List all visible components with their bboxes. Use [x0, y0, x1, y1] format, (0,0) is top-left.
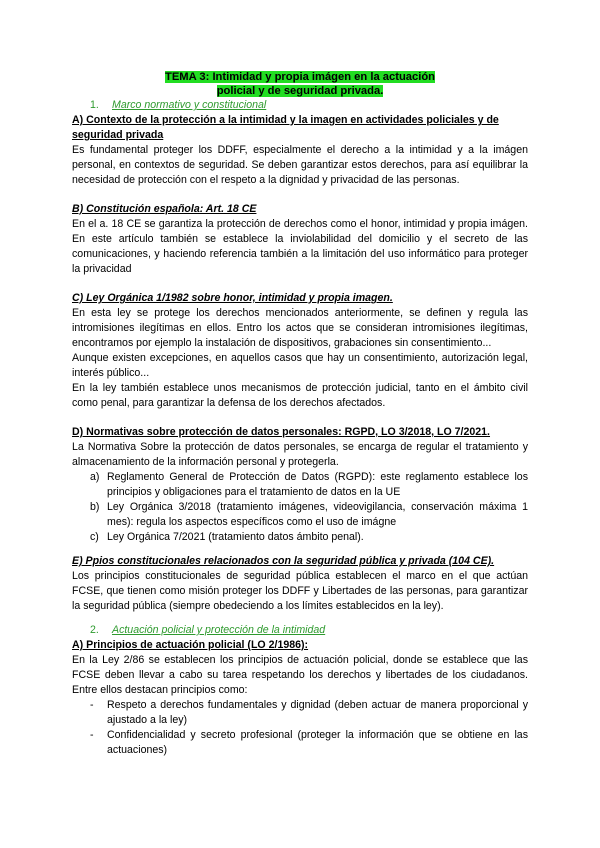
subsection-e-text: Los principios constitucionales de seguridad pública establecen el marco en el que actúan FCSE, que tienen como misión proteger los DDFF y Libertades de las personas, para garantizar la seguridad pública (siempre obedeciendo a los límites establecidos en la ley). — [72, 570, 528, 612]
list-item: b) Ley Orgánica 3/2018 (tratamiento imágenes, videovigilancia, conservación máxima 1 mes): regula los aspectos específicos como el uso de imágne — [90, 501, 528, 528]
subsection-c-heading: C) Ley Orgánica 1/1982 sobre honor, intimidad y propia imagen. — [72, 292, 393, 304]
section-2-label: Actuación policial y protección de la intimidad — [112, 624, 326, 636]
subsection-c-paragraph-2: Aunque existen excepciones, en aquellos casos que hay un consentimiento, autorización legal, interés público... — [72, 352, 528, 379]
subsection-a-text: Es fundamental proteger los DDFF, especialmente el derecho a la intimidad y a la imágen personal, en contextos de seguridad. Se deben garantizar estos derechos, para así equilibrar la necesidad de protección con el respeto a la dignidad y privacidad de las personas. — [72, 144, 528, 186]
subsection-b-text: En el a. 18 CE se garantiza la protección de derechos como el honor, intimidad y propia imágen. En este artículo también se establece la inviolabilidad del domicilio y el secreto de las comunicaciones, y haciendo referencia también a la limitación del uso informático para proteger la privacidad — [72, 218, 528, 275]
subsection-e-heading: E) Ppios constitucionales relacionados con la seguridad pública y privada (104 CE). — [72, 555, 495, 567]
section-1-label: Marco normativo y constitucional — [112, 99, 267, 111]
subsection-2a-text: En la Ley 2/86 se establecen los principios de actuación policial, donde se establece que las FCSE deben llevar a cabo su tarea respetando los derechos y libertades de los ciudadanos. Entre ellos destacan principios como: — [72, 654, 528, 696]
document-page — [72, 70, 528, 758]
list-item: - Confidencialidad y secreto profesional (proteger la información que se obtiene en las actuaciones) — [90, 729, 528, 756]
subsection-2a-heading: A) Principios de actuación policial (LO 2/1986): — [72, 639, 309, 651]
subsection-b-heading: B) Constitución española: Art. 18 CE — [72, 203, 257, 215]
subsection-c-paragraph-1: En esta ley se protege los derechos mencionados anteriormente, se definen y regula las intromisiones ilegítimas en ellos. Entro los actos que se consideran intromisiones ilegítimas, encontramos por ejemplo la instalación de dispositivos, grabaciones sin consentimiento... — [72, 307, 528, 349]
section-1-heading — [90, 98, 528, 113]
section-2-heading — [90, 623, 528, 638]
subsection-d-text: La Normativa Sobre la protección de datos personales, se encarga de regular el tratamiento y almacenamiento de la información personal y protegerla. — [72, 441, 528, 468]
subsection-d-heading: D) Normativas sobre protección de datos personales: RGPD, LO 3/2018, LO 7/2021. — [72, 426, 491, 438]
title-line-1: TEMA 3: Intimidad y propia imágen en la actuación — [165, 71, 435, 83]
document-title — [72, 70, 528, 98]
subsection-d-list — [72, 470, 528, 545]
section-1-number: 1. — [90, 99, 99, 111]
subsection-a-heading: A) Contexto de la protección a la intimidad y la imagen en actividades policiales y de seguridad privada — [72, 114, 499, 141]
title-line-2: policial y de seguridad privada. — [216, 85, 384, 97]
subsection-c-paragraph-3: En la ley también establece unos mecanismos de protección judicial, tanto en el ámbito civil como penal, para garantizar la defensa de los derechos afectados. — [72, 382, 528, 409]
list-item: c) Ley Orgánica 7/2021 (tratamiento datos ámbito penal). — [90, 531, 364, 543]
list-item: - Respeto a derechos fundamentales y dignidad (deben actuar de manera proporcional y ajustado a la ley) — [90, 699, 528, 726]
list-item: a) Reglamento General de Protección de Datos (RGPD): este reglamento establece los principios y obligaciones para el tratamiento de datos en la UE — [90, 471, 528, 498]
subsection-2a-list — [72, 698, 528, 758]
section-2-number: 2. — [90, 624, 99, 636]
